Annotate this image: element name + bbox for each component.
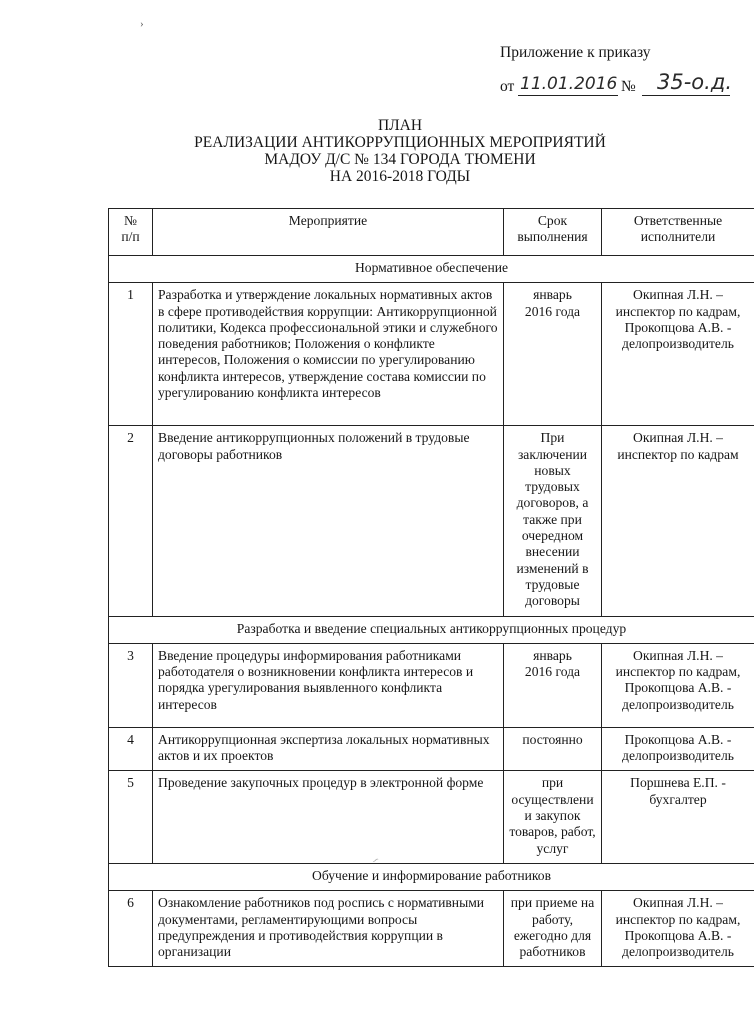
scan-smudge: ∽	[369, 853, 382, 867]
row-who: Окипная Л.Н. – инспектор по кадрам, Прокопцова А.В. - делопроизводитель	[602, 891, 754, 967]
row-event: Проведение закупочных процедур в электронной форме	[153, 771, 504, 863]
row-when: январь 2016 года	[504, 283, 602, 426]
section-row	[109, 616, 754, 643]
row-num: 4	[109, 727, 153, 771]
row-event: Разработка и утверждение локальных нормативных актов в сфере противодействия коррупции: Антикоррупционной политики, Кодекса профессиональной этики и служебного поведения работников; Положения о конфликте интересов, Положения о комиссии по урегулированию конфликта интересов, утверждение состава комиссии по урегулированию конфликта интересов	[153, 283, 504, 426]
row-who: Окипная Л.Н. – инспектор по кадрам, Прокопцова А.В. - делопроизводитель	[602, 643, 754, 727]
order-number-label: №	[621, 78, 636, 95]
title-line-2: РЕАЛИЗАЦИИ АНТИКОРРУПЦИОННЫХ МЕРОПРИЯТИЙ	[194, 134, 606, 151]
section-row	[109, 256, 754, 283]
title-line-3: МАДОУ Д/С № 134 ГОРОДА ТЮМЕНИ	[264, 151, 536, 168]
order-number: 35-о.д.	[657, 70, 733, 94]
page-corner-mark: ›	[140, 18, 144, 30]
order-reference	[500, 68, 735, 98]
table-row	[109, 643, 754, 727]
table-row	[109, 771, 754, 863]
table-row	[109, 891, 754, 967]
order-date: 11.01.2016	[520, 74, 618, 94]
row-when: постоянно	[504, 727, 602, 771]
section-title: Обучение и информирование работников	[109, 863, 754, 890]
row-event: Введение антикоррупционных положений в трудовые договоры работников	[153, 426, 504, 616]
order-from-label: от	[500, 78, 515, 95]
section-title: Разработка и введение специальных антикоррупционных процедур	[109, 616, 754, 643]
row-when: при приеме на работу, ежегодно для работников	[504, 891, 602, 967]
row-event: Антикоррупционная экспертиза локальных нормативных актов и их проектов	[153, 727, 504, 771]
table-row	[109, 283, 754, 426]
row-event: Ознакомление работников под роспись с нормативными документами, регламентирующими вопросы предупреждения и противодействия коррупции в организации	[153, 891, 504, 967]
row-event: Введение процедуры информирования работниками работодателя о возникновении конфликта интересов и порядка урегулирования выявленного конфликта интересов	[153, 643, 504, 727]
header-event: Мероприятие	[153, 209, 504, 256]
order-date-underline	[518, 95, 618, 96]
row-num: 5	[109, 771, 153, 863]
row-who: Поршнева Е.П. - бухгалтер	[602, 771, 754, 863]
row-who: Прокопцова А.В. - делопроизводитель	[602, 727, 754, 771]
row-num: 2	[109, 426, 153, 616]
row-when: при осуществлени и закупок товаров, работ, услуг	[504, 771, 602, 863]
title-line-4: НА 2016-2018 ГОДЫ	[329, 168, 471, 185]
annex-heading: Приложение к приказу	[500, 44, 651, 61]
row-when: январь 2016 года	[504, 643, 602, 727]
row-num: 3	[109, 643, 153, 727]
plan-title	[120, 117, 680, 185]
section-row	[109, 863, 754, 890]
row-num: 1	[109, 283, 153, 426]
row-when: При заключении новых трудовых договоров, а также при очередном внесении изменений в трудовые договоры	[504, 426, 602, 616]
header-who: Ответственные исполнители	[602, 209, 754, 256]
row-num: 6	[109, 891, 153, 967]
table-header-row	[109, 209, 754, 256]
row-who: Окипная Л.Н. – инспектор по кадрам	[602, 426, 754, 616]
table-row	[109, 727, 754, 771]
order-number-underline	[642, 95, 730, 96]
row-who: Окипная Л.Н. – инспектор по кадрам, Прокопцова А.В. - делопроизводитель	[602, 283, 754, 426]
header-num: № п/п	[109, 209, 153, 256]
section-title: Нормативное обеспечение	[109, 256, 754, 283]
header-when: Срок выполнения	[504, 209, 602, 256]
table-row	[109, 426, 754, 616]
plan-table	[108, 208, 754, 967]
title-line-1: ПЛАН	[377, 117, 423, 134]
